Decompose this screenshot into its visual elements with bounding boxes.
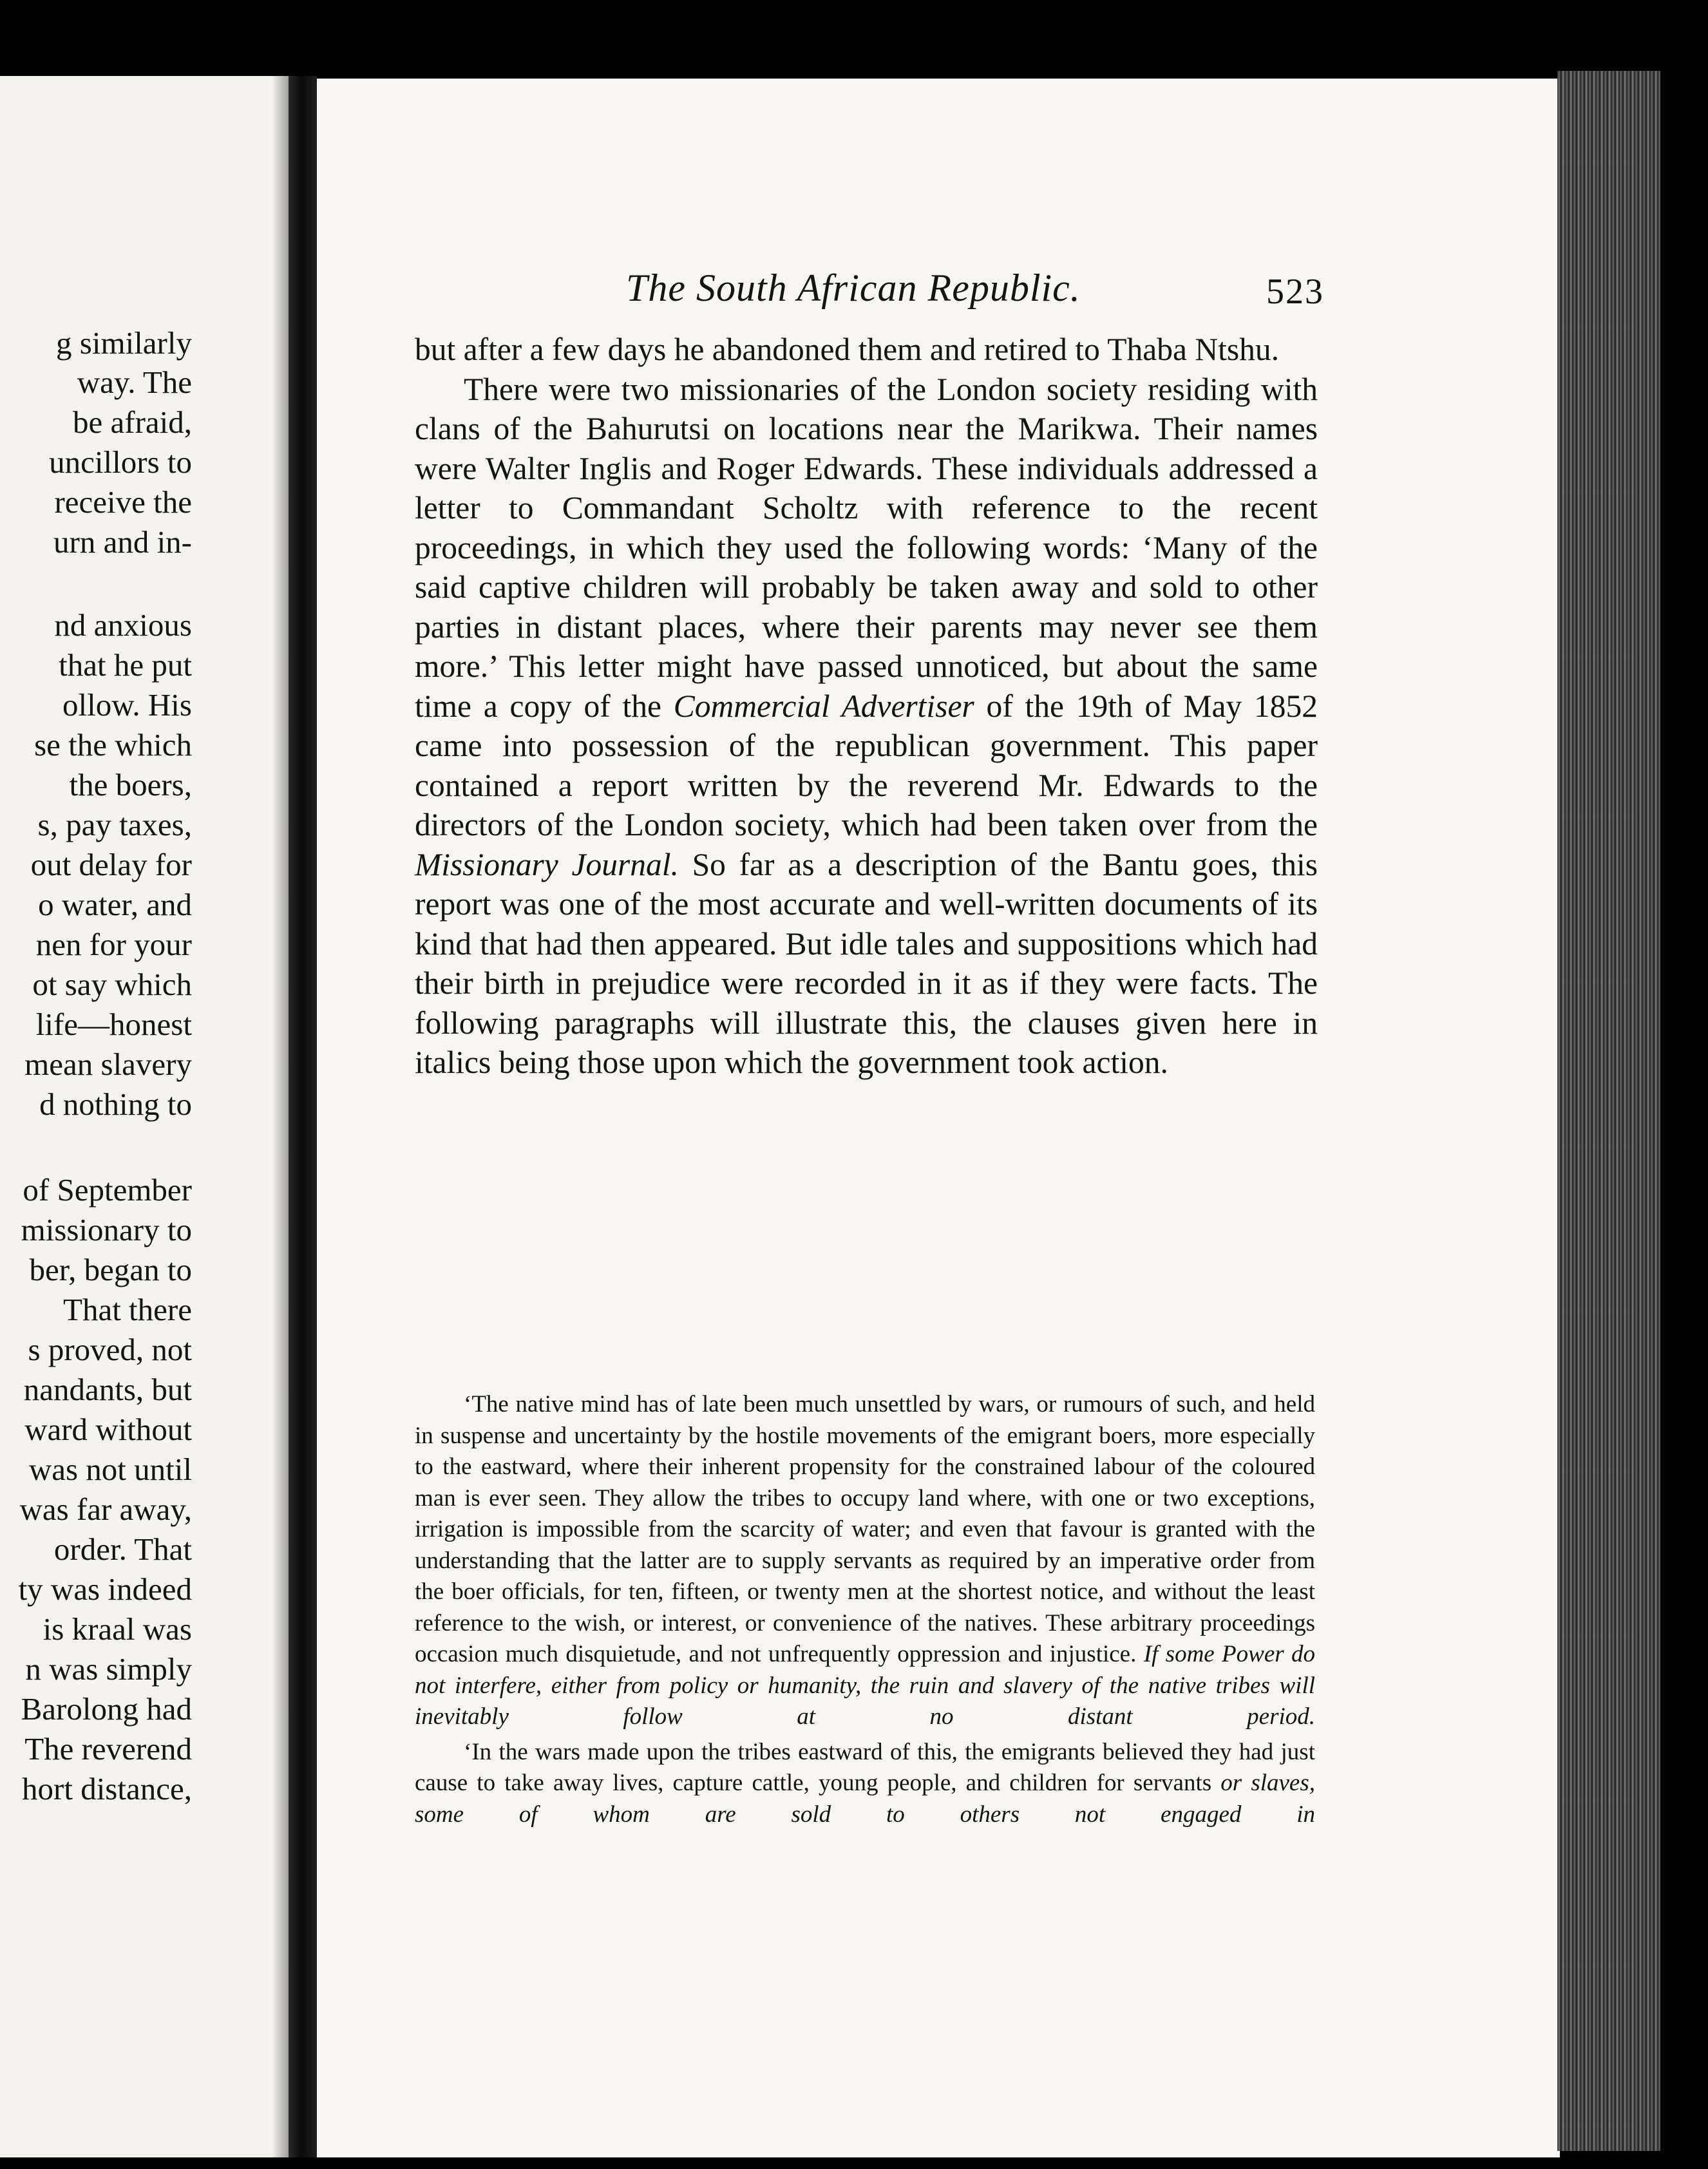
left-line: was far away, — [19, 1492, 192, 1527]
paragraph-text: There were two missionaries of the London society residing with clans of the Bahurutsi on locations near the Marikwa. Their names were Walter Inglis and Roger Edwards. These individuals addressed a letter to Commandant Scholtz with reference to the recent proceedings, in which they used the following words: ‘Many of the said captive children will probably be taken away and sold to other parties in distant places, where their parents may never see them more.’ This letter might have passed unnoticed, but about the same time a copy of the — [415, 371, 1318, 724]
left-line: s, pay taxes, — [37, 807, 192, 842]
block-quote — [415, 1389, 1315, 1830]
left-line: way. The — [77, 365, 192, 400]
left-line: receive the — [54, 484, 192, 520]
left-line: nen for your — [35, 927, 192, 962]
left-line: the boers, — [69, 767, 192, 802]
quote-text: ‘The native mind has of late been much unsettled by wars, or rumours of such, and held in suspense and uncertainty by the hostile movements of the emigrant boers, more especially to the eastward, where their inherent propensity for the constrained labour of the coloured man is ever seen. They allow the tribes to occupy land where, with one or two exceptions, irrigation is impossible from the scarcity of water; and even that favour is granted with the understanding that the latter are to supply servants as required by an imperative order from the boer officials, for ten, fifteen, or twenty men at the shortest notice, and without the least reference to the wish, or interest, or convenience of the natives. These arbitrary proceedings occasion much disquietude, and not unfrequently oppression and injustice. — [415, 1391, 1315, 1667]
left-line: life—honest — [35, 1007, 192, 1042]
left-line: ward without — [24, 1412, 192, 1447]
left-line: order. That — [53, 1531, 192, 1567]
left-line: n was simply — [25, 1651, 192, 1687]
quote-paragraph — [415, 1737, 1315, 1831]
left-line: se the which — [34, 727, 192, 762]
left-line: That there — [63, 1292, 192, 1327]
left-line: nd anxious — [54, 607, 192, 643]
left-page-fragment — [0, 76, 289, 2157]
left-line: urn and in- — [53, 524, 192, 560]
left-line: of September — [23, 1172, 192, 1208]
left-line: The reverend — [24, 1731, 192, 1766]
quote-text: ‘In the wars made upon the tribes eastward of this, the emigrants believed they had just cause to take away lives, capture cattle, young people, and children for servants — [415, 1738, 1315, 1796]
left-line: g similarly — [56, 325, 192, 361]
left-line: ollow. His — [62, 687, 192, 723]
left-line: out delay for — [30, 847, 192, 882]
left-line: ber, began to — [29, 1252, 192, 1287]
paragraph-missionaries — [415, 370, 1318, 1083]
left-line: be afraid, — [73, 404, 192, 440]
book-binding — [289, 76, 317, 2157]
left-line: s proved, not — [28, 1332, 192, 1367]
paragraph-text: So far as a description of the Bantu goes, this report was one of the most accurate and well-written documents of its kind that had then appeared. But idle tales and suppositions which had their birth in prejudice were recorded in it as if they were facts. The following paragraphs will illustrate this, the clauses given here in italics being those upon which the government took action. — [415, 846, 1318, 1080]
paragraph-text: of the 19th of May 1852 came into possession of the republican government. This paper contained a report written by the reverend Mr. Edwards to the directors of the London society, which had been taken over from the — [415, 688, 1318, 842]
running-title: The South African Republic. — [626, 267, 1081, 309]
page-edges — [1557, 71, 1660, 2151]
quote-paragraph — [415, 1389, 1315, 1733]
italic-title-missionary-journal: Missionary Journal. — [415, 846, 679, 882]
paragraph-text: but after a few days he abandoned them and retired to Thaba Ntshu. — [415, 332, 1279, 367]
left-line: Barolong had — [21, 1691, 192, 1727]
left-line: that he put — [59, 647, 192, 683]
left-line: was not until — [28, 1452, 192, 1487]
left-line: mean slavery — [24, 1047, 192, 1082]
italic-title-commercial-advertiser: Commercial Advertiser — [673, 688, 974, 724]
left-line: o water, and — [38, 887, 192, 922]
quote-italic-text: or slaves, some of whom are sold to others not engaged in — [415, 1770, 1315, 1828]
right-page — [317, 79, 1560, 2157]
left-line: hort distance, — [22, 1771, 192, 1806]
paragraph-continuation — [415, 330, 1318, 370]
quote-italic-text: If some Power do not interfere, either from policy or humanity, the ruin and slavery of the native tribes will inevitably follow at no distant period. — [415, 1641, 1316, 1730]
left-line: ot say which — [32, 967, 192, 1002]
running-head — [317, 259, 1560, 317]
left-line: uncillors to — [49, 444, 192, 480]
body-text — [415, 330, 1318, 1083]
left-line: d nothing to — [39, 1086, 192, 1122]
left-line: missionary to — [21, 1212, 192, 1247]
left-line: ty was indeed — [18, 1571, 192, 1607]
gutter-shadow — [272, 76, 289, 2157]
left-line: nandants, but — [23, 1372, 192, 1407]
left-line: is kraal was — [43, 1611, 192, 1647]
page-number: 523 — [1266, 272, 1324, 312]
